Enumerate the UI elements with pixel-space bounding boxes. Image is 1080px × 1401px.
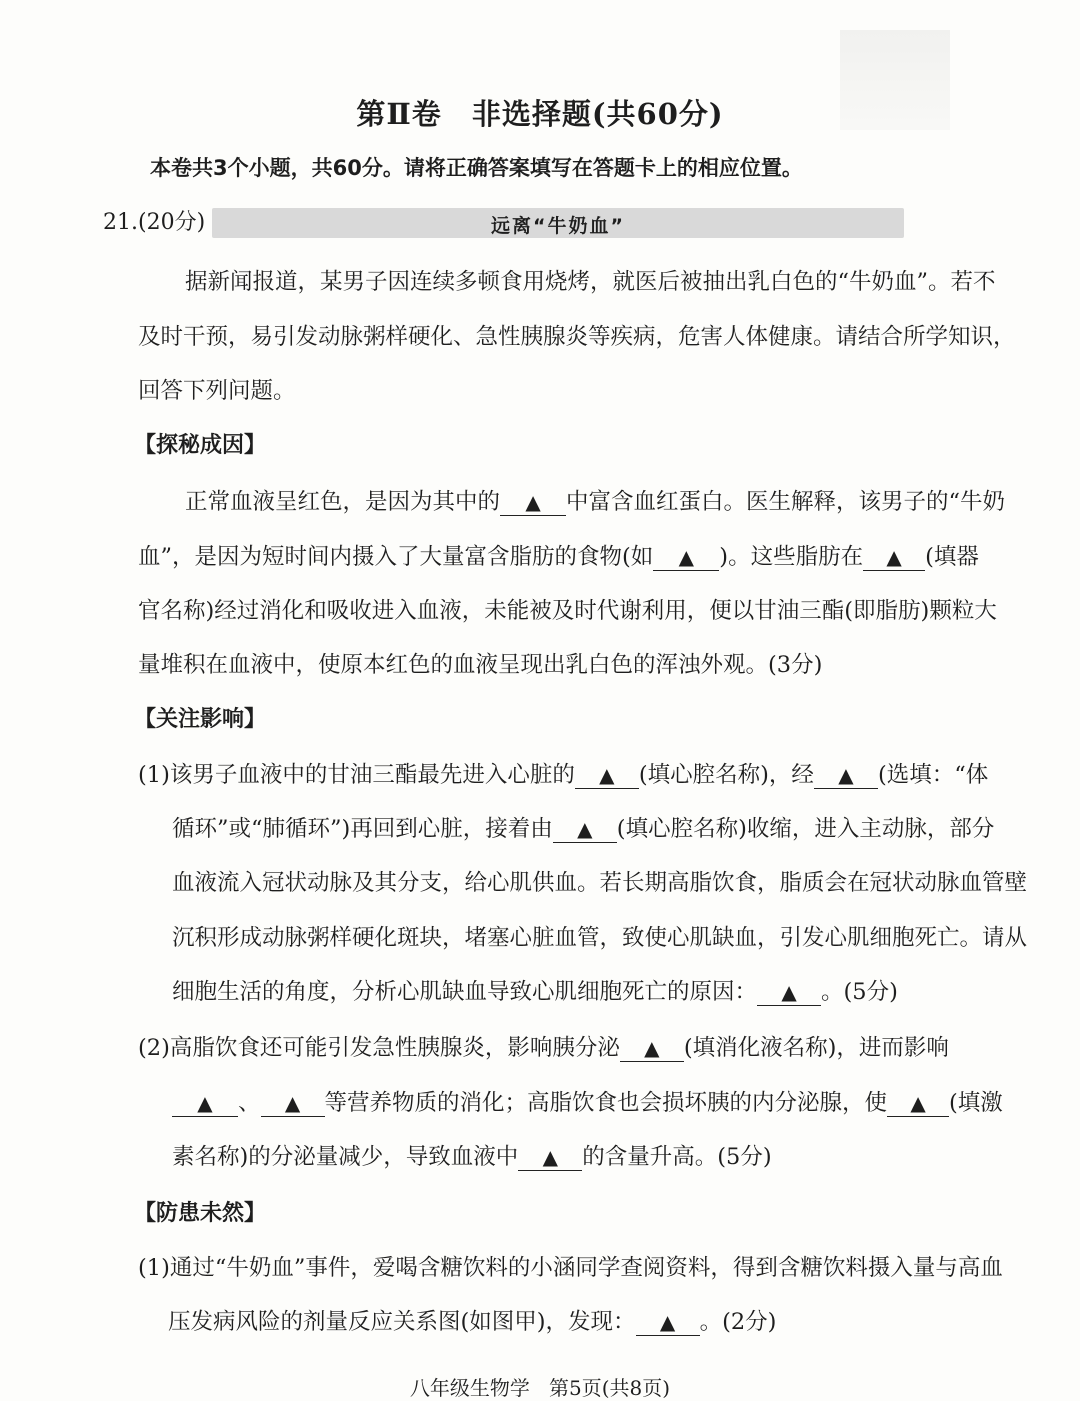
text-line: 回答下列问题。	[138, 378, 296, 404]
answer-blank[interactable]: ▲	[653, 546, 719, 571]
answer-blank[interactable]: ▲	[261, 1092, 325, 1117]
section-name: 非选择题(共60分)	[471, 97, 724, 131]
answer-blank[interactable]: ▲	[518, 1146, 582, 1171]
answer-blank[interactable]: ▲	[553, 818, 617, 843]
text-line: (1)通过“牛奶血”事件，爱喝含糖饮料的小涵同学查阅资料，得到含糖饮料摄入量与高血	[138, 1255, 1003, 1281]
text-line: 细胞生活的角度，分析心肌缺血导致心肌细胞死亡的原因： ▲ 。(5分)	[172, 979, 898, 1005]
text-line: 素名称)的分泌量减少，导致血液中 ▲ 的含量升高。(5分)	[172, 1144, 772, 1170]
text-line: 循环”或“肺循环”)再回到心脏，接着由 ▲ (填心腔名称)收缩，进入主动脉，部分	[172, 816, 995, 842]
section-heading-prevention: 【防患未然】	[134, 1201, 267, 1226]
answer-blank[interactable]: ▲	[887, 1092, 949, 1117]
volume-label: 第Ⅱ卷	[356, 97, 442, 131]
text-line: 官名称)经过消化和吸收进入血液，未能被及时代谢利用，便以甘油三酯(即脂肪)颗粒大	[138, 598, 997, 624]
text-line: 沉积形成动脉粥样硬化斑块，堵塞心脏血管，致使心肌缺血，引发心肌细胞死亡。请从	[172, 925, 1028, 951]
section-heading-effects: 【关注影响】	[134, 707, 267, 732]
page-footer: 八年级生物学 第5页(共8页)	[409, 1376, 671, 1400]
answer-blank[interactable]: ▲	[575, 764, 639, 789]
text-line: 及时干预，易引发动脉粥样硬化、急性胰腺炎等疾病，危害人体健康。请结合所学知识，	[138, 324, 1016, 350]
answer-blank[interactable]: ▲	[636, 1311, 700, 1336]
section-heading-causes: 【探秘成因】	[134, 433, 267, 458]
text-line: ▲ 、 ▲ 等营养物质的消化；高脂饮食也会损坏胰的内分泌腺，使 ▲ (填激	[172, 1085, 1003, 1117]
answer-blank[interactable]: ▲	[863, 546, 925, 571]
answer-blank[interactable]: ▲	[757, 981, 821, 1006]
text-line: (2)高脂饮食还可能引发急性胰腺炎，影响胰分泌 ▲ (填消化液名称)，进而影响	[138, 1035, 949, 1061]
text-line: 血液流入冠状动脉及其分支，给心肌供血。若长期高脂饮食，脂质会在冠状动脉血管壁	[172, 870, 1028, 896]
topic-title: 远离“牛奶血”	[491, 215, 625, 237]
answer-blank[interactable]: ▲	[172, 1092, 238, 1117]
text-line: 压发病风险的剂量反应关系图(如图甲)，发现： ▲ 。(2分)	[168, 1309, 777, 1335]
text-line: 据新闻报道，某男子因连续多顿食用烧烤，就医后被抽出乳白色的“牛奶血”。若不	[185, 269, 996, 295]
text-line: 量堆积在血液中，使原本红色的血液呈现出乳白色的浑浊外观。(3分)	[138, 652, 823, 678]
answer-blank[interactable]: ▲	[620, 1037, 684, 1062]
topic-banner	[212, 208, 904, 238]
page-title	[0, 92, 1080, 133]
text-line: 正常血液呈红色，是因为其中的 ▲ 中富含血红蛋白。医生解释，该男子的“牛奶	[185, 489, 1006, 515]
text-line: 血”，是因为短时间内摄入了大量富含脂肪的食物(如 ▲ )。这些脂肪在 ▲ (填器	[138, 544, 979, 570]
question-number: 21.(20分)	[103, 210, 206, 235]
answer-blank[interactable]: ▲	[500, 491, 566, 516]
answer-blank[interactable]: ▲	[814, 764, 878, 789]
text-line: (1)该男子血液中的甘油三酯最先进入心脏的 ▲ (填心腔名称)，经 ▲ (选填：“体	[138, 762, 989, 788]
instructions: 本卷共3个小题，共60分。请将正确答案填写在答题卡上的相应位置。	[150, 156, 803, 180]
